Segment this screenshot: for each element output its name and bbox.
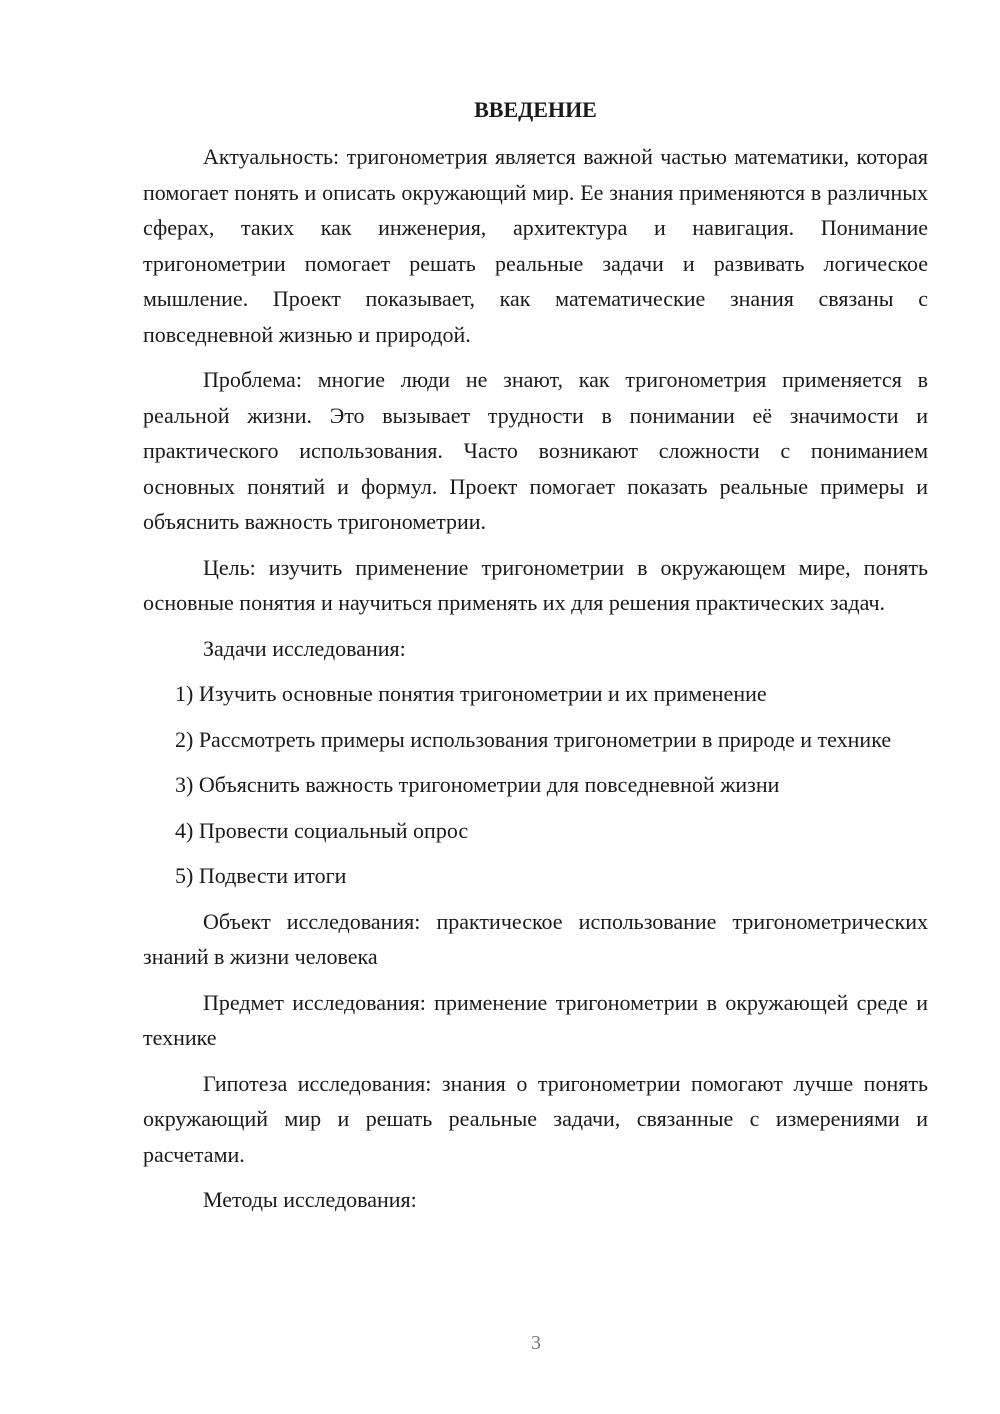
relevance-paragraph: Актуальность: тригонометрия является важной частью математики, которая помогает понять и описать окружающий мир. Ее знания применяются в различных сферах, таких как инженерия, архитектура и навигация. Понимание тригонометрии помогает решать реальные задачи и развивать логическое мышление. Проект показывает, как математические знания связаны с повседневной жизнью и природой.	[143, 144, 928, 347]
subject-paragraph: Предмет исследования: применение тригонометрии в окружающей среде и технике	[143, 989, 928, 1050]
methods-heading: Методы исследования:	[203, 1187, 417, 1212]
task-item-5: 5) Подвести итоги	[175, 863, 347, 888]
page-content	[143, 92, 928, 1228]
tasks-heading: Задачи исследования:	[203, 635, 406, 661]
goal-paragraph: Цель: изучить применение тригонометрии в окружающем мире, понять основные понятия и научиться применять их для решения практических задач.	[143, 554, 928, 615]
problem-paragraph: Проблема: многие люди не знают, как тригонометрия применяется в реальной жизни. Это вызывает трудности в понимании её значимости и практического использования. Часто возникают сложности с пониманием основных понятий и формул. Проект помогает показать реальные примеры и объяснить важность тригонометрии.	[143, 367, 928, 534]
task-item-1: 1) Изучить основные понятия тригонометрии и их применение	[175, 681, 767, 706]
object-paragraph: Объект исследования: практическое использование тригонометрических знаний в жизни человека	[143, 908, 928, 969]
task-item-2: 2) Рассмотреть примеры использования тригонометрии в природе и технике	[175, 726, 892, 752]
task-item-3: 3) Объяснить важность тригонометрии для повседневной жизни	[175, 772, 780, 797]
section-title: ВВЕДЕНИЕ	[474, 97, 597, 122]
page-number: 3	[531, 1332, 541, 1354]
task-item-4: 4) Провести социальный опрос	[175, 817, 469, 843]
hypothesis-paragraph: Гипотеза исследования: знания о тригонометрии помогают лучше понять окружающий мир и решать реальные задачи, связанные с измерениями и расчетами.	[143, 1070, 928, 1167]
